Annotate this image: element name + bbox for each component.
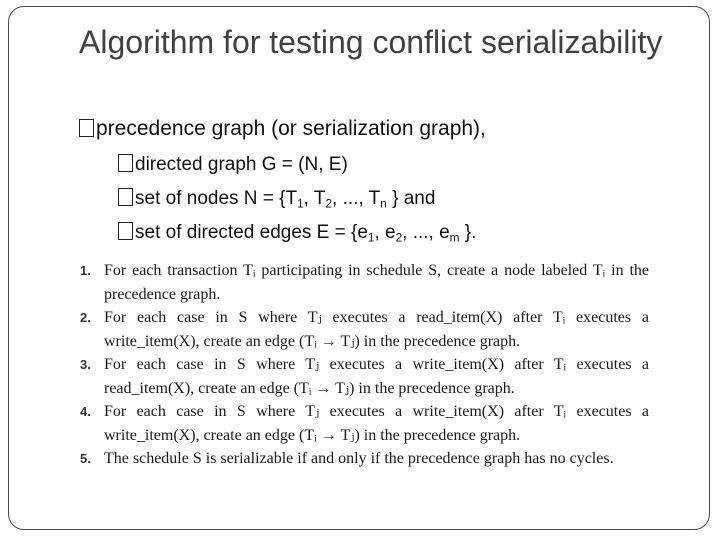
algorithm-step bbox=[80, 447, 649, 471]
bullet-box-icon bbox=[118, 154, 133, 172]
algorithm-step bbox=[80, 353, 649, 400]
nodes-text: set of nodes N = {T bbox=[135, 188, 298, 209]
edges-text: set of directed edges E = {e bbox=[135, 222, 368, 243]
bullet-box-icon bbox=[79, 119, 94, 137]
subscript: m bbox=[449, 231, 460, 245]
nodes-text: , ..., T bbox=[332, 188, 381, 209]
step-text: For each case in S where Tⱼ executes a write_item(X) after Tᵢ executes a read_item(X), create an edge (Tᵢ → Tⱼ) in the precedence graph. bbox=[104, 356, 649, 397]
bullet-text: directed graph G = (N, E) bbox=[135, 154, 348, 175]
step-number: 4. bbox=[80, 404, 91, 419]
step-text: The schedule S is serializable if and only if the precedence graph has no cycles. bbox=[104, 450, 614, 467]
step-text: For each case in S where Tⱼ executes a read_item(X) after Tᵢ executes a write_item(X), create an edge (Tᵢ → Tⱼ) in the precedence graph. bbox=[104, 309, 649, 350]
bullet-text: precedence graph (or serialization graph), bbox=[96, 117, 486, 140]
algorithm-steps bbox=[80, 259, 649, 471]
subscript: 2 bbox=[395, 231, 403, 245]
step-number: 5. bbox=[80, 451, 91, 466]
step-number: 2. bbox=[80, 310, 91, 325]
subscript: n bbox=[380, 197, 387, 211]
slide-title: Algorithm for testing conflict serializability bbox=[79, 24, 663, 60]
bullet-set-of-nodes bbox=[118, 188, 435, 210]
step-text: For each transaction Tᵢ participating in schedule S, create a node labeled Tᵢ in the precedence graph. bbox=[104, 262, 649, 303]
step-number: 1. bbox=[80, 263, 91, 278]
bullet-box-icon bbox=[118, 222, 133, 240]
step-text: For each case in S where Tⱼ executes a write_item(X) after Tᵢ executes a write_item(X), create an edge (Tᵢ → Tⱼ) in the precedence graph. bbox=[104, 403, 649, 444]
nodes-text: } and bbox=[386, 188, 436, 209]
algorithm-step bbox=[80, 400, 649, 447]
edges-text: }. bbox=[459, 222, 477, 243]
bullet-directed-graph bbox=[118, 154, 348, 176]
bullet-precedence-graph bbox=[79, 117, 486, 141]
subscript: 1 bbox=[297, 197, 304, 211]
edges-text: , e bbox=[374, 222, 396, 243]
algorithm-step bbox=[80, 259, 649, 306]
algorithm-step bbox=[80, 306, 649, 353]
step-number: 3. bbox=[80, 357, 91, 372]
subscript: 1 bbox=[367, 231, 375, 245]
bullet-box-icon bbox=[118, 188, 133, 206]
nodes-text: , T bbox=[303, 188, 326, 209]
bullet-set-of-edges bbox=[118, 222, 476, 244]
edges-text: , ..., e bbox=[402, 222, 450, 243]
subscript: 2 bbox=[325, 197, 333, 211]
